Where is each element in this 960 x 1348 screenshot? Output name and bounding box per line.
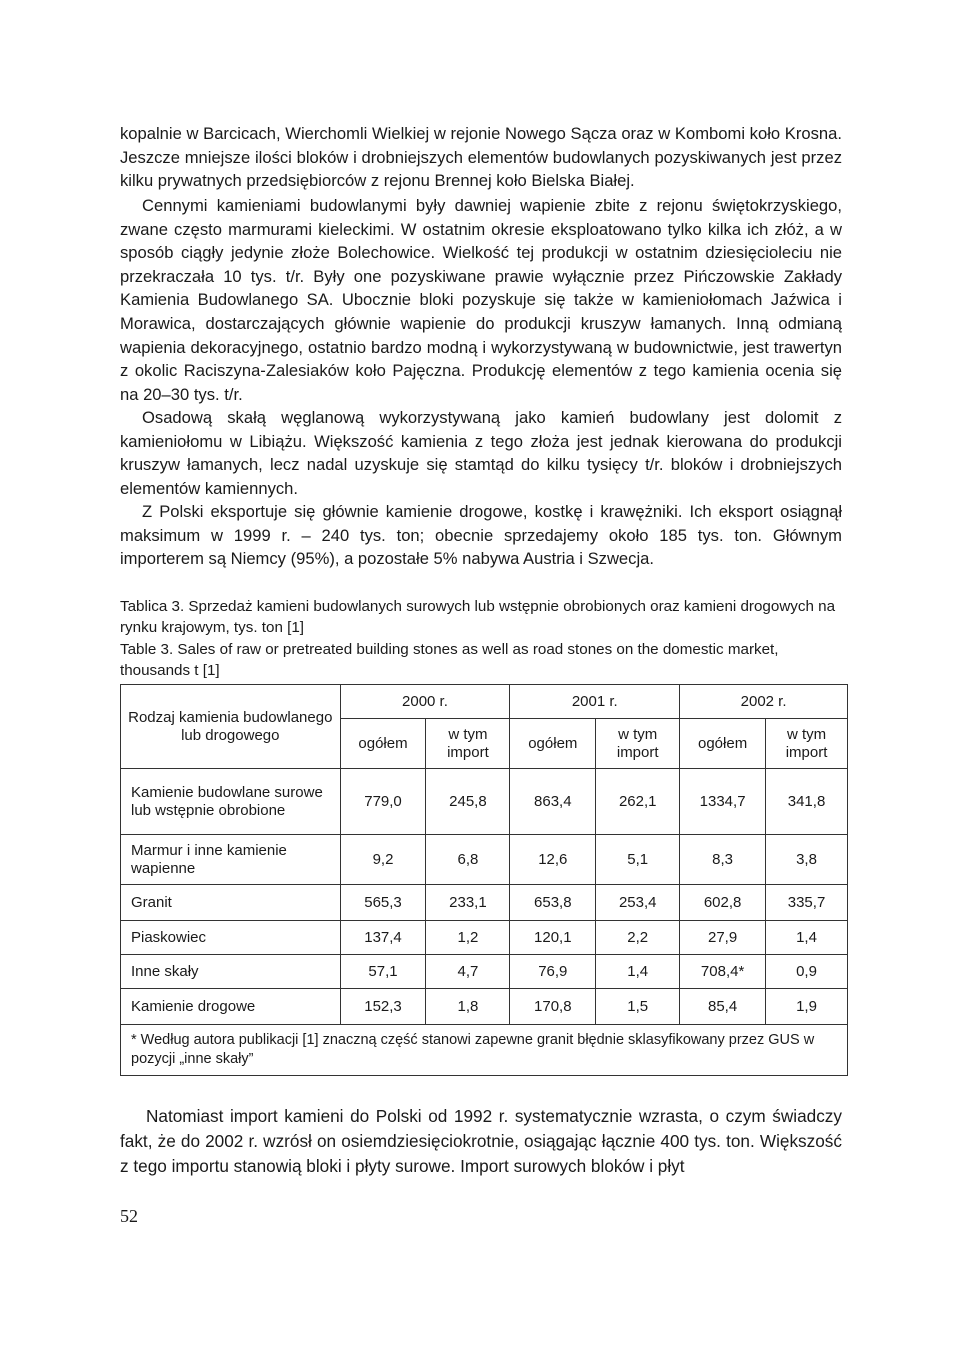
header-total: ogółem xyxy=(340,719,426,769)
table-caption-en: Table 3. Sales of raw or pretreated building stones as well as road stones on the domestic market, thousands t [1] xyxy=(120,640,779,680)
cell-value: 863,4 xyxy=(510,769,596,835)
table-row xyxy=(121,769,848,835)
cell-value: 233,1 xyxy=(426,885,510,921)
cell-value: 245,8 xyxy=(426,769,510,835)
cell-value: 565,3 xyxy=(340,885,426,921)
header-stone-type: Rodzaj kamienia budowlanego lub drogowego xyxy=(121,685,341,769)
cell-value: 85,4 xyxy=(680,989,766,1025)
table-row xyxy=(121,989,848,1025)
cell-value: 1,4 xyxy=(596,955,680,989)
cell-value: 341,8 xyxy=(766,769,848,835)
table-footnote: * Według autora publikacji [1] znaczną część stanowi zapewne granit błędnie sklasyfikowany przez GUS w pozycji „inne skały” xyxy=(121,1025,848,1076)
cell-value: 1,9 xyxy=(766,989,848,1025)
header-total: ogółem xyxy=(680,719,766,769)
table-caption-pl: Tablica 3. Sprzedaż kamieni budowlanych surowych lub wstępnie obrobionych oraz kamieni drogowych na rynku krajowym, tys. ton [1] xyxy=(120,598,836,637)
header-import: w tym import xyxy=(596,719,680,769)
paragraph-4: Z Polski eksportuje się głównie kamienie drogowe, kostkę i krawężniki. Ich eksport osiągnął maksimum w 1999 r. – 240 tys. ton; obecnie sprzedajemy około 185 tys. ton. Głównym importerem są Niemcy (95%), a pozostałe 5% nabywa Austria i Szwecja. xyxy=(120,502,842,569)
cell-value: 1,4 xyxy=(766,921,848,955)
cell-value: 1,2 xyxy=(426,921,510,955)
cell-value: 253,4 xyxy=(596,885,680,921)
header-import: w tym import xyxy=(766,719,848,769)
row-label: Marmur i inne kamienie wapienne xyxy=(121,835,341,885)
cell-value: 335,7 xyxy=(766,885,848,921)
cell-value: 6,8 xyxy=(426,835,510,885)
cell-value: 5,1 xyxy=(596,835,680,885)
cell-value: 137,4 xyxy=(340,921,426,955)
table-row xyxy=(121,921,848,955)
header-year-2000: 2000 r. xyxy=(340,685,510,719)
table-row xyxy=(121,885,848,921)
cell-value: 779,0 xyxy=(340,769,426,835)
row-label: Inne skały xyxy=(121,955,341,989)
table-caption xyxy=(120,596,846,682)
cell-value: 708,4* xyxy=(680,955,766,989)
cell-value: 1,8 xyxy=(426,989,510,1025)
paragraph-2: Cennymi kamieniami budowlanymi były dawniej wapienie zbite z rejonu świętokrzyskiego, zwane często marmurami kieleckimi. W ostatnim okresie eksploatowano tylko kilka ich złóż, a w sposób ciągły jedynie złoże Bolechowice. Wielkość tej produkcji w ostatnim dziesięcioleciu nie przekraczała 10 tys. t/r. Były one pozyskiwane prawie wyłącznie przez Pińczowskie Zakłady Kamienia Budowlanego SA. Ubocznie bloki pozyskuje się także w kamieniołomach Jaźwica i Morawica, dostarczających głównie wapienie do produkcji kruszyw łamanych. Inną odmianą wapienia dekoracyjnego, ostatnio bardzo modną i wykorzystywaną w budownictwie, jest trawertyn z okolic Raciszyna-Zalesiaków koło Pajęczna. Produkcję elementów z tego kamienia ocenia się na 20–30 tys. t/r. xyxy=(120,196,842,404)
cell-value: 602,8 xyxy=(680,885,766,921)
cell-value: 76,9 xyxy=(510,955,596,989)
paragraph-5: Natomiast import kamieni do Polski od 1992 r. systematycznie wzrasta, o czym świadczy fakt, że do 2002 r. wzrósł on osiemdziesięciokrotnie, osiągając łącznie 400 tys. ton. Większość z tego importu stanowią bloki i płyty surowe. Import surowych bloków i płyt xyxy=(120,1106,842,1176)
cell-value: 152,3 xyxy=(340,989,426,1025)
table-row xyxy=(121,835,848,885)
header-total: ogółem xyxy=(510,719,596,769)
cell-value: 1,5 xyxy=(596,989,680,1025)
cell-value: 3,8 xyxy=(766,835,848,885)
cell-value: 9,2 xyxy=(340,835,426,885)
cell-value: 1334,7 xyxy=(680,769,766,835)
cell-value: 170,8 xyxy=(510,989,596,1025)
cell-value: 653,8 xyxy=(510,885,596,921)
cell-value: 120,1 xyxy=(510,921,596,955)
row-label: Kamienie budowlane surowe lub wstępnie obrobione xyxy=(121,769,341,835)
row-label: Piaskowiec xyxy=(121,921,341,955)
cell-value: 2,2 xyxy=(596,921,680,955)
cell-value: 4,7 xyxy=(426,955,510,989)
header-year-2001: 2001 r. xyxy=(510,685,680,719)
cell-value: 0,9 xyxy=(766,955,848,989)
page-number: 52 xyxy=(120,1206,138,1226)
cell-value: 262,1 xyxy=(596,769,680,835)
row-label: Granit xyxy=(121,885,341,921)
cell-value: 8,3 xyxy=(680,835,766,885)
header-import: w tym import xyxy=(426,719,510,769)
cell-value: 57,1 xyxy=(340,955,426,989)
cell-value: 27,9 xyxy=(680,921,766,955)
paragraph-3: Osadową skałą węglanową wykorzystywaną jako kamień budowlany jest dolomit z kamieniołomu w Libiążu. Większość kamienia z tego złoża jest jednak kierowana do produkcji kruszyw łamanych, lecz nadal uzyskuje się stamtąd do kilku tysięcy t/r. bloków i drobniejszych elementów kamiennych. xyxy=(120,408,842,498)
header-year-2002: 2002 r. xyxy=(680,685,848,719)
cell-value: 12,6 xyxy=(510,835,596,885)
table-row xyxy=(121,955,848,989)
stones-sales-table xyxy=(120,684,848,1076)
row-label: Kamienie drogowe xyxy=(121,989,341,1025)
paragraph-1: kopalnie w Barcicach, Wierchomli Wielkiej w rejonie Nowego Sącza oraz w Kombomi koło Krosna. Jeszcze mniejsze ilości bloków i drobniejszych elementów budowlanych pozyskiwanych jest przez kilku prywatnych przedsiębiorców z rejonu Brennej koło Bielska Białej. xyxy=(120,124,842,191)
